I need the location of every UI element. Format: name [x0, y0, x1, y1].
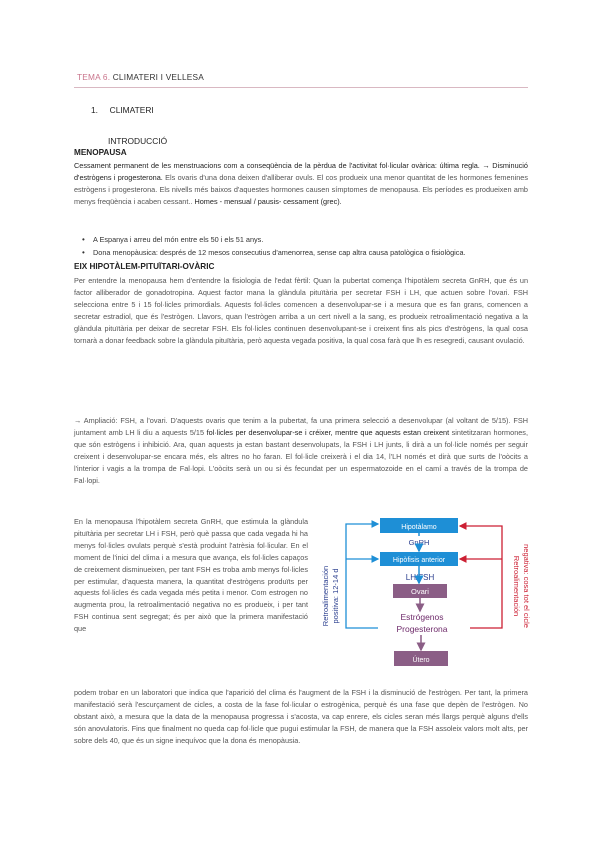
- header-tema: TEMA 6.: [77, 72, 111, 82]
- eix-paragraph-1: Per entendre la menopausa hem d'entendre la fisiologia de l'edat fèrtil: Quan la pubertat comença l'hipotàlem secreta GnRH, que és un factor alliberador de gonadotropina. Aquest factor mana la glàndula pituïtària per secretar FSH i LH, que actuen sobre l'ovari. FSH selecciona entre 5 i 15 fol·licles primordials. Aquests fol·licles comencen a desenvolupar-se i a mesura que es fan grans, comencen a secretar estradiol, que és l'estrògen. Llavors, quan l'estrògen arriba a un cert nivell a la sang, es produeix retroalimentació negativa a la glàndula pituïtària per deixar de secretar FSH. Els fol·licles continuen desenvolupant-se i creixent fins als pics d'estrògens, la qual cosa tornarà a donar feedback sobre la glàndula pituïtària, però aquesta vegada positiva, la qual cosa farà que lh es resegredi, causant ovulació.: [74, 276, 528, 345]
- ovari-label: Ovari: [411, 587, 429, 596]
- eix-heading: EIX HIPOTÀLEM-PITUÏTARI-OVÀRIC: [74, 262, 215, 271]
- eix-p2-highlight: fol·licles per desenvolupar-se i créixer, mentre que aquests estan creixent: [206, 427, 450, 437]
- eix-paragraph-2: [74, 415, 528, 486]
- bullet-text: Dona menopàusica: després de 12 mesos consecutius d'amenorrea, sense cap altra causa patològica o fisiològica.: [93, 248, 466, 257]
- negative-feedback-label-2: negativa: cosa tot el cicle: [522, 544, 531, 628]
- eix-p2-start: → Ampliació: FSH, a l'ovari. D'aquests ovaris que tenim a la pubertat, fa una primera selecció a desenvolupar (al voltant de 5/15). FSH juntament amb LH li diu a aquests 5/15: [74, 416, 528, 437]
- hipotalem-label: Hipotàlamo: [401, 524, 437, 531]
- positive-feedback-label-1: Retroalimentación: [321, 565, 330, 627]
- positive-feedback-hipotalem-arrow: [346, 524, 378, 628]
- gnrh-label: GnRH: [408, 538, 430, 547]
- bullet-text: A Espanya i arreu del món entre els 50 i els 51 anys.: [93, 235, 264, 244]
- eix-p2-end: sintetitzaran hormones, que són estrògens i inhibició. Ara, quan aquests ja estan bastant desenvolupats, la FSH i LH junts, li dirà a un fol·licle només per seguir creixent i desenvolupar-se encara més, els altres no ho faran. El fol·licle creixerà i el dia 14, l'LH només et dirà que surts de l'oòcits a l'interior i vagis a la trompa de Fal·lopi. L'oòcits serà un ou si és fecundat per un espermatozoide en el camí a través de la trompa de Fal·lopi.: [74, 427, 528, 485]
- bullet-icon: •: [82, 235, 85, 244]
- hpo-axis-diagram: [318, 516, 531, 672]
- section-title: [91, 105, 154, 115]
- eix-paragraph-3: En la menopausa l'hipotàlem secreta GnRH, que estimula la glàndula pituïtària per secretar LH i FSH, però què passa que cada vegada hi ha menys fol·licles ovulats perquè s'està produint l'atrèsia fol·licular. En el moment de l'inici del clima i a mesura que avança, els fol·licles capaços de creixement disminueixen, per tant FSH es troba amb menys fol·licles per estimular, d'aquesta manera, la quantitat d'estrògens produïts per aquests fol·licles és cada vegada més petita i menor. Com estrogen no augmenta prou, la retroalimentació negativa no es produeix, i per tant FSH continua sent segregat; és per això que la primera manifestació que: [74, 517, 308, 634]
- list-item: [82, 234, 525, 245]
- eix-paragraph-4: podem trobar en un laboratori que indica que l'aparició del clima és l'augment de la FSH i la disminució de l'estrògen. Per tant, la primera manifestació serà l'escurçament de cicles, a costa de la fase fol·licular o estrogènica, perquè és una fase que depèn de l'estrògen. No obstant això, a mesura que la data de la menopausa progressa i s'acosta, va cap enrere, els cicles seran més llargs perquè alguns d'ells són anovulatoris. Fins que finalment no queda cap fol·licle que pugui estimular la FSH, de manera que la FSH assoleix valors molt alts, per sobre dels 40, que és un signe inequívoc que la dona és menopàusia.: [74, 688, 528, 745]
- positive-feedback-label-2: positiva: 12-14 d: [331, 568, 340, 624]
- utero-label: Útero: [412, 657, 430, 664]
- header-divider: [74, 87, 528, 88]
- menopausa-body: Els ovaris d'una dona deixen d'alliberar ovuls. El cos produeix una menor quantitat de les hormones femenines estrògens i progesterona. Els nivells més baixos d'aquestes hormones causen símptomes de menopausa. Els períodes es produeixen amb menys freqüència i acaben cessant..: [74, 172, 528, 206]
- list-item: [82, 247, 525, 258]
- header-title: CLIMATERI I VELLESA: [112, 72, 204, 82]
- page-header: [77, 72, 204, 82]
- hipofisis-label: Hipòfisis anterior: [392, 557, 446, 564]
- section-name: CLIMATERI: [109, 105, 154, 115]
- progesterona-label: Progesterona: [396, 624, 448, 634]
- negative-feedback-label-1: Retroalimentación: [512, 555, 521, 617]
- negative-feedback-hipotalem-arrow: [460, 526, 502, 628]
- intro-heading: INTRODUCCIÓ: [108, 136, 168, 146]
- menopausa-etymology: Homes - mensual / pausis- cessament (grec).: [194, 196, 342, 206]
- menopausa-heading: MENOPAUSA: [74, 148, 127, 157]
- menopausa-paragraph: [74, 160, 528, 208]
- estrogenos-label: Estrógenos: [400, 612, 444, 622]
- bullet-icon: •: [82, 248, 85, 257]
- menopausa-definition: Cessament permanent de les menstruacions com a conseqüència de la pèrdua de l'activitat fol·licular ovàrica: última regla. → Disminució d'estrògens i progesterona.: [74, 161, 528, 182]
- section-number: 1.: [91, 105, 98, 115]
- lhfsh-label: LH/FSH: [405, 573, 435, 582]
